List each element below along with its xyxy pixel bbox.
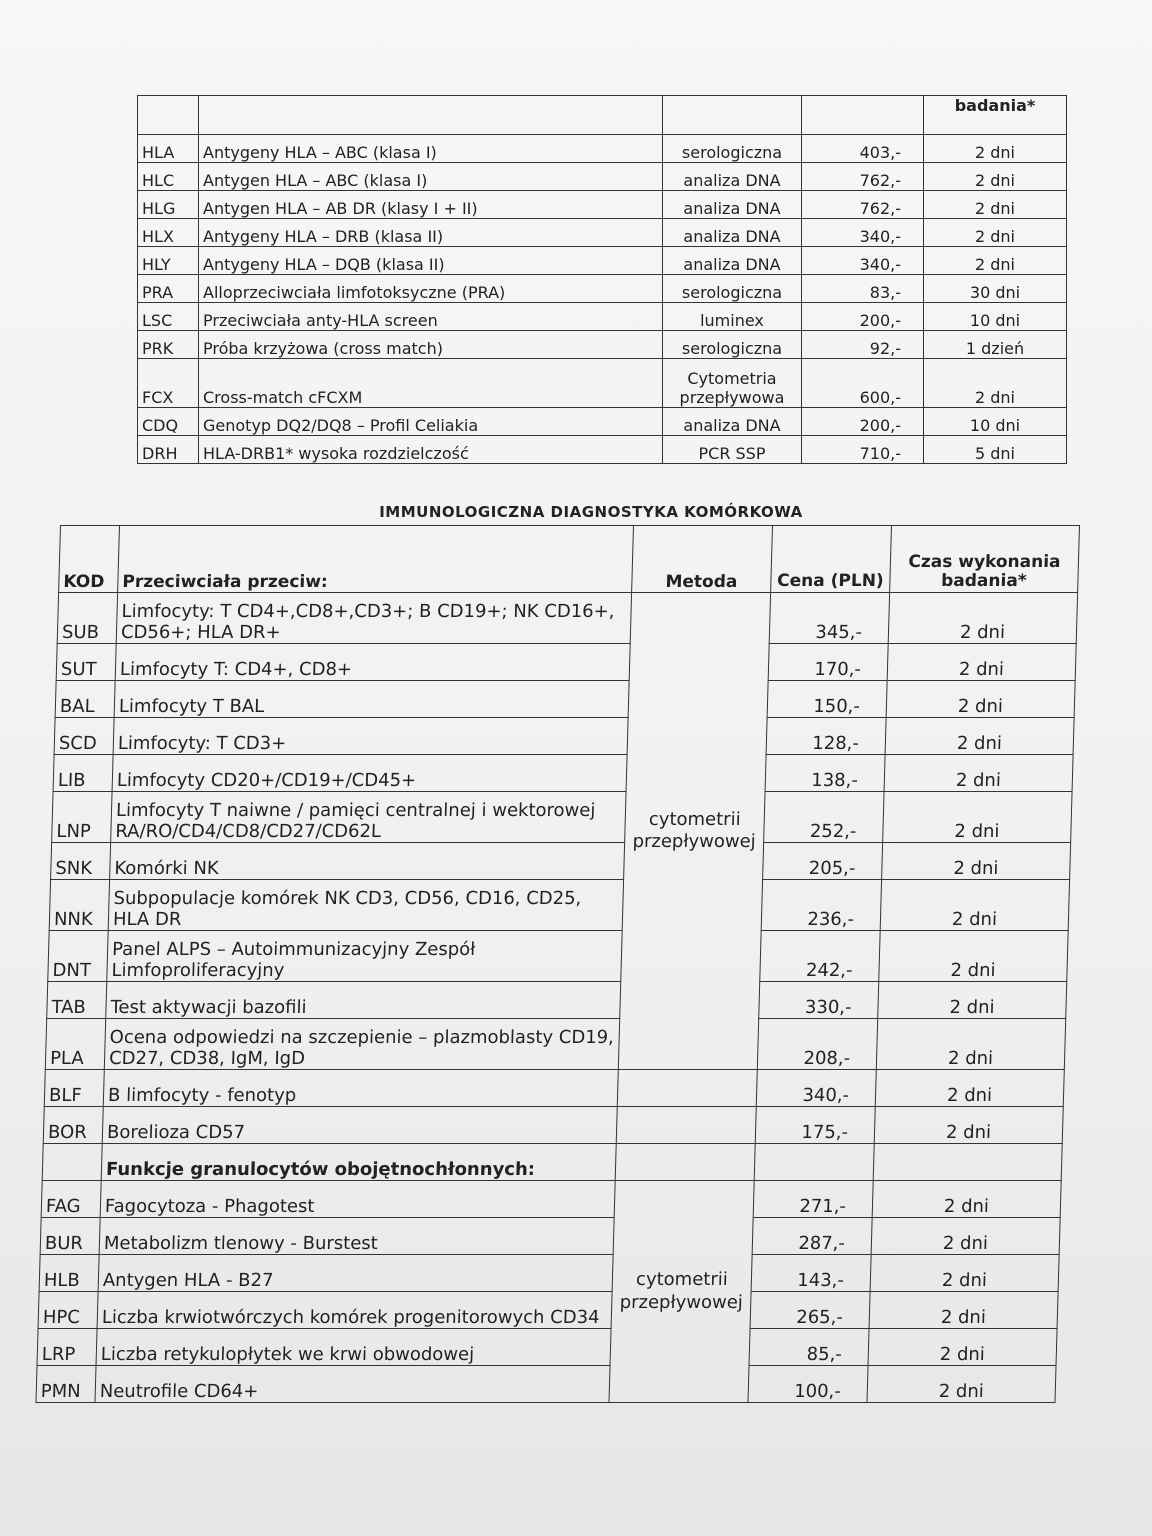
table-row <box>138 408 1067 436</box>
test-name: Neutrofile CD64+ <box>95 1366 610 1403</box>
test-code: PLA <box>45 1019 105 1070</box>
table-row <box>55 681 1075 718</box>
test-name: Fagocytoza - Phagotest <box>100 1181 615 1218</box>
test-price: 340,- <box>802 247 924 275</box>
test-time: 2 dni <box>924 163 1067 191</box>
test-name: Limfocyty: T CD4+,CD8+,CD3+; B CD19+; NK CD16+, CD56+; HLA DR+ <box>116 593 631 644</box>
test-code: NNK <box>49 880 109 931</box>
test-name: Komórki NK <box>110 843 625 880</box>
test-name: Panel ALPS – Autoimmunizacyjny Zespół Limfoproliferacyjny <box>107 931 622 982</box>
test-code: HLG <box>138 191 199 219</box>
header-price: Cena (PLN) <box>771 526 892 593</box>
test-name: Subpopulacje komórek NK CD3, CD56, CD16, CD25, HLA DR <box>108 880 623 931</box>
test-method: analiza DNA <box>663 408 802 436</box>
test-time: 2 dni <box>875 1070 1064 1107</box>
test-time: 2 dni <box>870 1255 1059 1292</box>
table-row <box>44 1070 1064 1107</box>
table-row <box>43 1107 1063 1144</box>
test-time: 2 dni <box>924 191 1067 219</box>
test-method: analiza DNA <box>663 247 802 275</box>
test-code <box>42 1144 102 1181</box>
test-time: 2 dni <box>885 718 1074 755</box>
table-row <box>138 191 1067 219</box>
table-row <box>51 843 1071 880</box>
test-price: 208,- <box>757 1019 877 1070</box>
test-method <box>616 1107 756 1144</box>
test-price: 205,- <box>763 843 883 880</box>
test-code: BOR <box>43 1107 103 1144</box>
table-row <box>138 247 1067 275</box>
test-price: 138,- <box>765 755 885 792</box>
test-time: 2 dni <box>883 792 1072 843</box>
test-code: PRK <box>138 331 199 359</box>
test-code: HLX <box>138 219 199 247</box>
test-price: 600,- <box>802 359 924 408</box>
test-price: 271,- <box>753 1181 873 1218</box>
test-price: 252,- <box>764 792 884 843</box>
test-name: Przeciwciała anty-HLA screen <box>199 303 663 331</box>
test-name: Limfocyty T naiwne / pamięci centralnej i wektorowej RA/RO/CD4/CD8/CD27/CD62L <box>111 792 626 843</box>
test-code: HLY <box>138 247 199 275</box>
test-name: Liczba krwiotwórczych komórek progenitorowych CD34 <box>97 1292 612 1329</box>
test-time: 2 dni <box>874 1107 1063 1144</box>
test-price: 92,- <box>802 331 924 359</box>
table-row <box>138 275 1067 303</box>
test-method: analiza DNA <box>663 191 802 219</box>
test-time: 2 dni <box>888 593 1077 644</box>
test-name: Antygeny HLA – DQB (klasa II) <box>199 247 663 275</box>
test-method: PCR SSP <box>663 436 802 464</box>
test-time: 2 dni <box>924 135 1067 163</box>
test-time: 2 dni <box>869 1292 1058 1329</box>
test-method: serologiczna <box>663 135 802 163</box>
test-name: Borelioza CD57 <box>102 1107 617 1144</box>
table-row <box>138 436 1067 464</box>
test-price: 200,- <box>802 408 924 436</box>
header-code: KOD <box>59 526 120 593</box>
test-name: Ocena odpowiedzi na szczepienie – plazmoblasty CD19, CD27, CD38, IgM, IgD <box>104 1019 619 1070</box>
table-row <box>138 135 1067 163</box>
test-time <box>873 1144 1062 1181</box>
table-row <box>57 593 1077 644</box>
test-method <box>617 1070 757 1107</box>
test-time: 5 dni <box>924 436 1067 464</box>
table-row <box>138 219 1067 247</box>
test-name: Antygeny HLA – DRB (klasa II) <box>199 219 663 247</box>
test-time: 2 dni <box>924 247 1067 275</box>
test-name: Antygeny HLA – ABC (klasa I) <box>199 135 663 163</box>
test-code: LIB <box>53 755 113 792</box>
test-code: SCD <box>54 718 114 755</box>
table-header-row <box>59 526 1080 593</box>
test-time: 2 dni <box>880 880 1069 931</box>
table-row <box>53 755 1073 792</box>
test-name: Próba krzyżowa (cross match) <box>199 331 663 359</box>
test-name: Cross-match cFCXM <box>199 359 663 408</box>
table-row <box>138 359 1067 408</box>
test-time: 2 dni <box>872 1181 1061 1218</box>
test-code: LNP <box>52 792 112 843</box>
test-code: PMN <box>36 1366 96 1403</box>
table-row <box>47 982 1067 1019</box>
test-code: PRA <box>138 275 199 303</box>
test-time: 2 dni <box>884 755 1073 792</box>
table-row <box>138 331 1067 359</box>
test-code: DNT <box>48 931 108 982</box>
test-time: 2 dni <box>882 843 1071 880</box>
test-price: 242,- <box>760 931 880 982</box>
test-code: BAL <box>55 681 115 718</box>
table-row <box>41 1181 1061 1218</box>
table-row <box>40 1218 1060 1255</box>
hla-tests-table <box>137 95 1067 464</box>
test-price: 170,- <box>768 644 888 681</box>
cell-diagnostics-table <box>35 525 1080 1403</box>
test-time: 2 dni <box>879 931 1068 982</box>
table-row <box>45 1019 1065 1070</box>
test-name: Genotyp DQ2/DQ8 – Profil Celiakia <box>199 408 663 436</box>
test-price: 85,- <box>749 1329 869 1366</box>
test-time: 2 dni <box>924 359 1067 408</box>
test-name: Limfocyty T: CD4+, CD8+ <box>115 644 630 681</box>
test-name: Limfocyty T BAL <box>114 681 629 718</box>
test-price: 175,- <box>755 1107 875 1144</box>
test-method <box>615 1144 755 1181</box>
table-row <box>138 163 1067 191</box>
test-price <box>754 1144 874 1181</box>
test-name: Limfocyty: T CD3+ <box>113 718 628 755</box>
table-row <box>56 644 1076 681</box>
test-price: 265,- <box>750 1292 870 1329</box>
test-code: CDQ <box>138 408 199 436</box>
test-method: Cytometria przepływowa <box>663 359 802 408</box>
test-price: 762,- <box>802 163 924 191</box>
test-code: LRP <box>37 1329 97 1366</box>
test-code: HLA <box>138 135 199 163</box>
header-time: badania* <box>924 96 1067 135</box>
test-time: 2 dni <box>878 982 1067 1019</box>
table-row <box>138 303 1067 331</box>
test-code: DRH <box>138 436 199 464</box>
table-header-row <box>138 96 1067 135</box>
test-time: 2 dni <box>871 1218 1060 1255</box>
header-time: Czas wykonania badania* <box>890 526 1080 593</box>
section-title: IMMUNOLOGICZNA DIAGNOSTYKA KOMÓRKOWA <box>379 503 803 521</box>
test-name: B limfocyty - fenotyp <box>103 1070 618 1107</box>
test-code: SNK <box>51 843 111 880</box>
test-name: Test aktywacji bazofili <box>106 982 621 1019</box>
test-method: luminex <box>663 303 802 331</box>
test-time: 2 dni <box>924 219 1067 247</box>
test-method: analiza DNA <box>663 163 802 191</box>
test-name: Alloprzeciwciała limfotoksyczne (PRA) <box>199 275 663 303</box>
test-name: Antygen HLA – ABC (klasa I) <box>199 163 663 191</box>
table-row <box>49 880 1069 931</box>
test-code: FCX <box>138 359 199 408</box>
test-time: 2 dni <box>886 681 1075 718</box>
test-name: Metabolizm tlenowy - Burstest <box>99 1218 614 1255</box>
test-code: TAB <box>47 982 107 1019</box>
test-code: BLF <box>44 1070 104 1107</box>
table-row <box>48 931 1068 982</box>
table-row <box>54 718 1074 755</box>
test-code: LSC <box>138 303 199 331</box>
test-time: 1 dzień <box>924 331 1067 359</box>
test-time: 10 dni <box>924 303 1067 331</box>
test-price: 83,- <box>802 275 924 303</box>
test-code: HLB <box>39 1255 99 1292</box>
test-name: HLA-DRB1* wysoka rozdzielczość <box>199 436 663 464</box>
test-price: 330,- <box>759 982 879 1019</box>
test-price: 150,- <box>767 681 887 718</box>
test-method: cytometrii przepływowej <box>618 593 770 1070</box>
test-code: BUR <box>40 1218 100 1255</box>
test-time: 2 dni <box>876 1019 1065 1070</box>
test-name: Liczba retykulopłytek we krwi obwodowej <box>96 1329 611 1366</box>
header-method: Metoda <box>632 526 773 593</box>
test-price: 128,- <box>766 718 886 755</box>
test-price: 340,- <box>802 219 924 247</box>
test-code: HPC <box>38 1292 98 1329</box>
table-row <box>37 1329 1057 1366</box>
table-row <box>39 1255 1059 1292</box>
subheading: Funkcje granulocytów obojętnochłonnych: <box>101 1144 616 1181</box>
header-name: Przeciwciała przeciw: <box>118 526 634 593</box>
test-name: Limfocyty CD20+/CD19+/CD45+ <box>112 755 627 792</box>
test-price: 762,- <box>802 191 924 219</box>
test-price: 287,- <box>752 1218 872 1255</box>
test-name: Antygen HLA – AB DR (klasy I + II) <box>199 191 663 219</box>
test-price: 100,- <box>748 1366 868 1403</box>
test-time: 2 dni <box>887 644 1076 681</box>
subheading-row <box>42 1144 1062 1181</box>
test-method: serologiczna <box>663 275 802 303</box>
test-time: 10 dni <box>924 408 1067 436</box>
test-method: analiza DNA <box>663 219 802 247</box>
test-time: 2 dni <box>867 1366 1056 1403</box>
test-name: Antygen HLA - B27 <box>98 1255 613 1292</box>
test-code: SUB <box>57 593 117 644</box>
test-price: 710,- <box>802 436 924 464</box>
table-row <box>52 792 1072 843</box>
test-price: 236,- <box>761 880 881 931</box>
test-method: cytometrii przepływowej <box>609 1181 754 1403</box>
table-row <box>38 1292 1058 1329</box>
test-code: SUT <box>56 644 116 681</box>
table-row <box>36 1366 1056 1403</box>
test-price: 403,- <box>802 135 924 163</box>
test-code: FAG <box>41 1181 101 1218</box>
test-time: 2 dni <box>868 1329 1057 1366</box>
test-price: 340,- <box>756 1070 876 1107</box>
test-price: 345,- <box>769 593 889 644</box>
test-time: 30 dni <box>924 275 1067 303</box>
test-method: serologiczna <box>663 331 802 359</box>
test-price: 200,- <box>802 303 924 331</box>
test-code: HLC <box>138 163 199 191</box>
test-price: 143,- <box>751 1255 871 1292</box>
